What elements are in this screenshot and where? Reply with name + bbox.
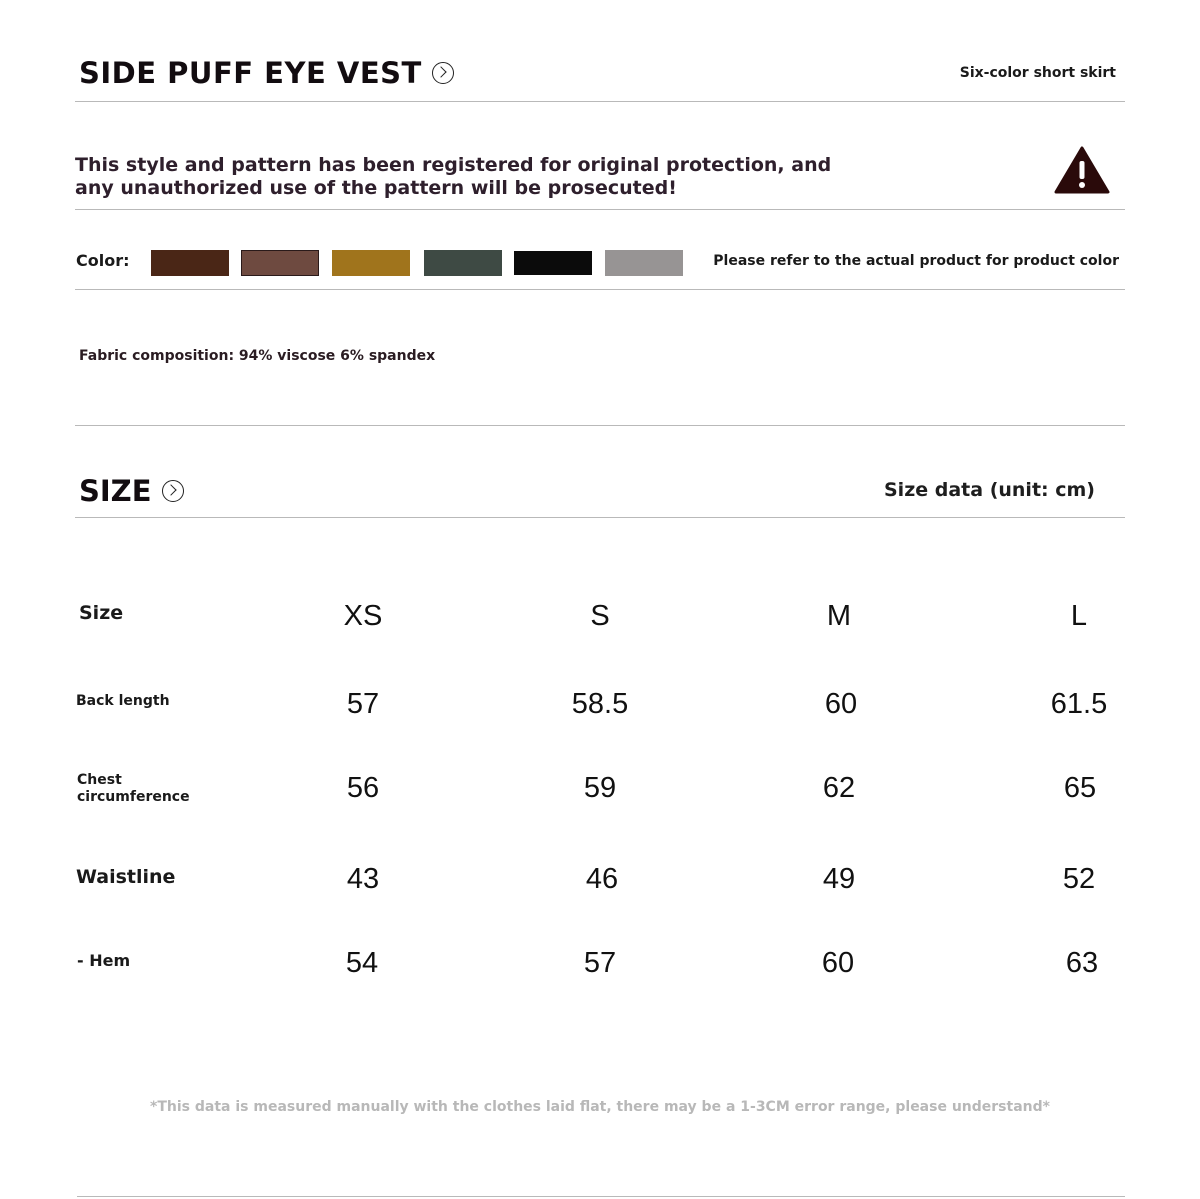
- divider: [75, 209, 1125, 210]
- chevron-circle-right-icon: [162, 480, 184, 502]
- row-label-hem: - Hem: [77, 951, 131, 970]
- size-header-cell: M: [826, 600, 852, 632]
- color-swatch-2: [241, 250, 319, 276]
- table-cell: 58.5: [571, 688, 629, 720]
- protection-notice: This style and pattern has been registered for original protection, and any unauthorized use of the pattern will be prosecuted!: [75, 154, 832, 199]
- size-section-title: [79, 474, 184, 508]
- page-title: [79, 56, 454, 90]
- divider: [75, 289, 1125, 290]
- table-cell: 63: [1065, 947, 1099, 979]
- color-note: Please refer to the actual product for product color: [713, 253, 1119, 269]
- size-header-label: Size: [79, 602, 124, 624]
- table-cell: 59: [583, 772, 617, 804]
- table-cell: 49: [822, 863, 856, 895]
- divider: [75, 517, 1125, 518]
- row-label-chest: Chest: [77, 772, 122, 788]
- row-label-chest-line2: circumference: [77, 789, 190, 805]
- fabric-composition: Fabric composition: 94% viscose 6% spandex: [79, 348, 436, 364]
- table-cell: 52: [1062, 863, 1096, 895]
- size-header-cell: L: [1070, 600, 1088, 632]
- measurement-footnote: *This data is measured manually with the clothes laid flat, there may be a 1-3CM error range, please understand*: [150, 1099, 1050, 1115]
- color-swatch-4: [424, 250, 502, 276]
- color-swatch-6: [605, 250, 683, 276]
- table-cell: 43: [346, 863, 380, 895]
- table-cell: 54: [345, 947, 379, 979]
- table-cell: 57: [346, 688, 380, 720]
- divider: [75, 425, 1125, 426]
- color-swatch-3: [332, 250, 410, 276]
- table-cell: 56: [346, 772, 380, 804]
- divider: [75, 101, 1125, 102]
- color-label: Color:: [76, 251, 130, 270]
- table-cell: 46: [585, 863, 619, 895]
- size-header-cell: XS: [343, 600, 383, 632]
- size-title-text: SIZE: [79, 474, 152, 508]
- divider: [77, 1196, 1125, 1197]
- table-cell: 65: [1063, 772, 1097, 804]
- table-cell: 60: [824, 688, 858, 720]
- size-unit: Size data (unit: cm): [884, 479, 1095, 501]
- table-cell: 61.5: [1050, 688, 1108, 720]
- chevron-circle-right-icon: [432, 62, 454, 84]
- table-cell: 60: [821, 947, 855, 979]
- page-subtitle: Six-color short skirt: [959, 65, 1116, 81]
- table-cell: 57: [583, 947, 617, 979]
- color-swatch-5: [514, 251, 592, 275]
- color-swatch-1: [151, 250, 229, 276]
- page-title-text: SIDE PUFF EYE VEST: [79, 56, 422, 90]
- table-cell: 62: [822, 772, 856, 804]
- size-header-cell: S: [590, 600, 610, 632]
- row-label-waistline: Waistline: [76, 866, 176, 888]
- row-label-back-length: Back length: [76, 693, 170, 709]
- warning-triangle-icon: [1054, 146, 1110, 194]
